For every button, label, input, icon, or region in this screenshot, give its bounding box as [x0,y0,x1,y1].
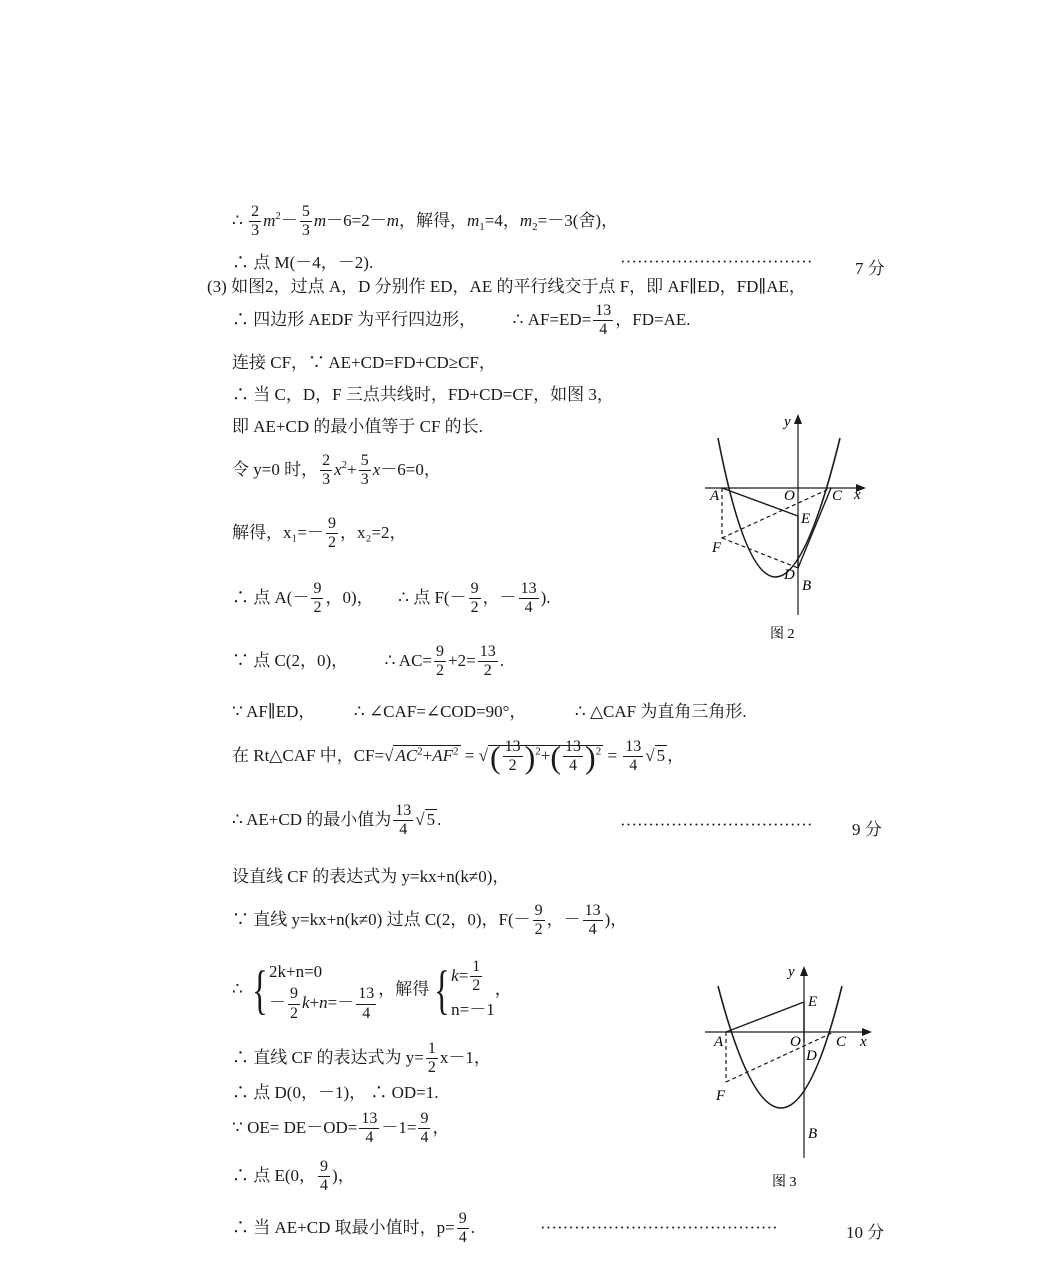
oe-line: ∵ OE= DE－OD= $\frac{13}{4}$ －1= $\frac{9}{4}$ ， [232,1110,450,1147]
fig3-label-d: D [806,1048,817,1064]
fig3-label-c: C [836,1034,847,1050]
fig2-label-y: y [784,414,791,430]
score-10: 10 分 [846,1223,885,1242]
fig2-label-x: x [854,487,861,503]
line-cf-setup: 设直线 CF 的表达式为 y=kx+n(k≠0)， [232,867,510,886]
line-through-points: ∵ 直线 y=kx+n(k≠0) 过点 C(2，0)，F(－ $\frac{9}{2}$ ，－ $\frac{13}{4}$ )， [232,902,628,939]
fig3-label-x: x [860,1034,867,1050]
min-value-line: 即 AE+CD 的最小值等于 CF 的长. [232,417,483,436]
point-c-line: ∵ 点 C(2，0)， ∴ AC= $\frac{9}{2}$ +2= $\frac{13}{2}$ . [232,643,504,680]
score-7: 7 分 [855,259,885,278]
dotted-leader: ·········································· [540,1218,778,1237]
figure-2 [700,410,870,650]
eq-line-1: ∴ $\frac{2}{3}$ $m^2-$ $\frac{5}{3}$ m－6=2－m，解得，$m_1=4$，$m_2=-3$(舍)， [232,203,619,240]
final-answer-line: ∴ 当 AE+CD 取最小值时，p= $\frac{9}{4}$ . [232,1210,475,1247]
fig2-label-d: D [784,567,795,583]
roots-line: 解得，x₁=－ $\frac{9}{2}$ ，x₂=2， [232,515,407,552]
fig2-label-c: C [832,488,843,504]
fig3-caption: 图 3 [772,1175,797,1190]
dotted-leader: ·································· [620,815,813,834]
min-result-line: ∴ AE+CD 的最小值为 $\frac{13}{4}$ √ 5 . [232,802,442,839]
point-m-line: ∴ 点 M(－4，－2). [232,253,374,272]
fig3-label-a: A [714,1034,724,1050]
score-9: 9 分 [852,820,882,839]
right-angle-line: ∵ AF∥ED， ∴ ∠CAF=∠COD=90°， ∴ △CAF 为直角三角形. [232,702,747,721]
fig2-caption: 图 2 [770,627,795,642]
points-a-f-line: ∴ 点 A(－ $\frac{9}{2}$ ，0)， ∴ 点 F(－ $\frac{9}{2}$ ，－ $\frac{13}{4}$ ). [232,580,551,617]
fig3-label-b: B [808,1126,818,1142]
fig2-label-b: B [802,578,812,594]
connect-cf-line: 连接 CF，∵ AE+CD=FD+CD≥CF， [232,353,496,372]
parallelogram-line: ∴ 四边形 AEDF 为平行四边形， ∴ AF=ED= $\frac{13}{4}$ ，FD=AE. [232,302,691,339]
dotted-leader: ·································· [620,252,813,271]
fig2-label-o: O [784,488,795,504]
point-e-line: ∴ 点 E(0， $\frac{9}{4}$ )， [232,1158,355,1195]
fig2-label-a: A [710,488,720,504]
y-zero-equation: 令 y=0 时， $\frac{2}{3}$ $x^2+$ $\frac{5}{3}$ x－6=0， [232,452,441,489]
collinear-line: ∴ 当 C，D，F 三点共线时，FD+CD=CF，如图 3， [232,385,614,404]
cf-expression: ∴ 直线 CF 的表达式为 y= $\frac{1}{2}$ x－1， [232,1040,491,1077]
figure-3 [700,958,880,1198]
fig3-label-e: E [808,994,818,1010]
fig2-label-e: E [801,511,811,527]
part3-intro: (3) 如图2，过点 A，D 分别作 ED，AE 的平行线交于点 F，即 AF∥ED，FD∥AE， [207,277,806,296]
fig2-label-f: F [712,540,722,556]
equation-system: ∴ { 2k+n=0 － $\frac{9}{2}$ k+n=－ $\frac{13}{4}$ ，解得{ k= $\frac{1}{2}$ n=－1 ， [232,958,512,1022]
point-d-line: ∴ 点 D(0，－1)， ∴ OD=1. [232,1083,439,1102]
fig3-label-o: O [790,1034,801,1050]
cf-length-line: 在 Rt△CAF 中，CF=√ $AC^2+AF^2$ = √( $\frac{13}{2}$ )$^2$+( $\frac{13}{4}$ )$^2$ = $\frac{13}{4}$ √ 5 ， [232,738,685,775]
fig3-label-f: F [716,1088,726,1104]
fig3-label-y: y [788,964,795,980]
